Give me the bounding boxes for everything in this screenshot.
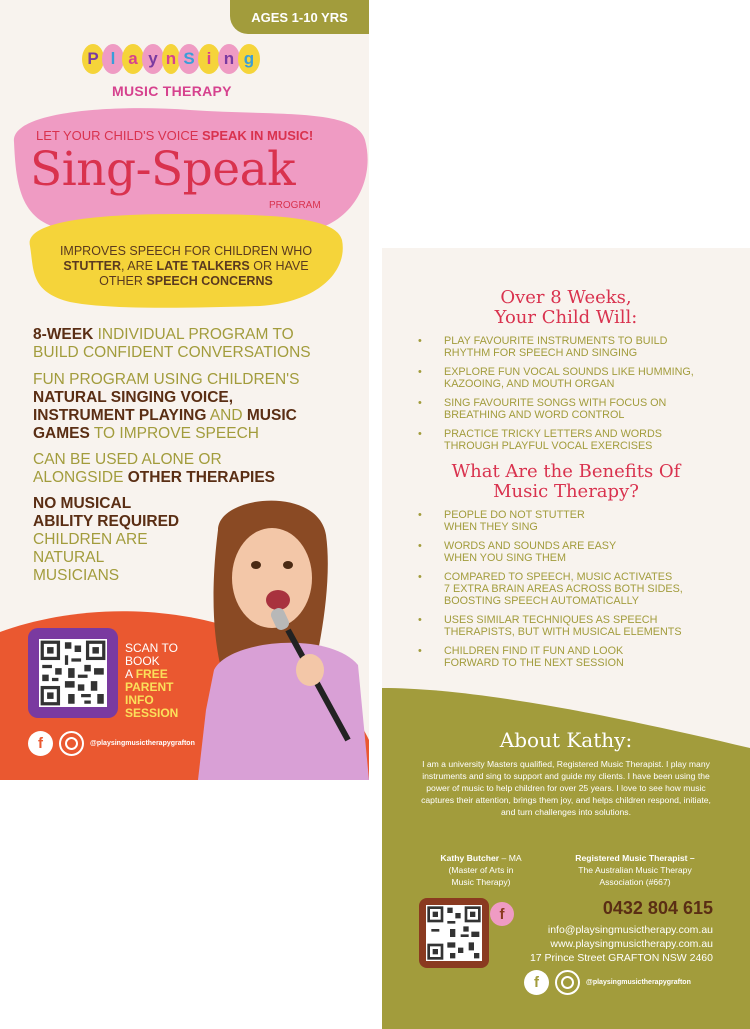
instagram-icon[interactable] xyxy=(555,970,580,995)
scan-text: A xyxy=(125,667,136,681)
scan-highlight: SESSION xyxy=(125,706,179,720)
list-item: • EXPLORE FUN VOCAL SOUNDS LIKE HUMMING, KAZOOING, AND MOUTH ORGAN xyxy=(418,366,694,390)
logo-subtitle: MUSIC THERAPY xyxy=(112,83,232,99)
heading-line: What Are the Benefits Of xyxy=(451,461,681,482)
logo-letter: n xyxy=(218,44,240,74)
feature-8-week xyxy=(33,326,333,362)
feature-text: MUSICIANS xyxy=(33,567,120,584)
about-heading: About Kathy: xyxy=(499,728,633,752)
feature-fun-program xyxy=(33,371,333,443)
feature-text: AND xyxy=(206,407,247,424)
list-item: • USES SIMILAR TECHNIQUES AS SPEECH THERAPISTS, BUT WITH MUSICAL ELEMENTS xyxy=(418,614,683,638)
credential-name: Kathy Butcher xyxy=(440,853,500,863)
logo-letter: i xyxy=(198,44,220,74)
credential-kathy xyxy=(426,852,536,888)
credential-registered xyxy=(552,852,718,888)
credential-text: (Master of Arts in xyxy=(448,865,514,875)
logo-letter: P xyxy=(82,44,104,74)
scan-text: SCAN TO xyxy=(125,641,178,655)
feature-bold: 8-WEEK xyxy=(33,326,94,343)
feature-bold: OTHER THERAPIES xyxy=(127,469,276,486)
feature-bold: NATURAL SINGING VOICE, xyxy=(33,389,234,406)
child-will-list xyxy=(418,335,694,459)
facebook-icon[interactable]: f xyxy=(524,970,549,995)
heading-line: Your Child Will: xyxy=(494,307,638,328)
feature-text: INDIVIDUAL PROGRAM TO BUILD CONFIDENT CONVERSATIONS xyxy=(33,326,311,361)
feature-text: NATURAL xyxy=(33,549,105,566)
feature-bold: ABILITY REQUIRED xyxy=(33,513,180,530)
social-handle[interactable]: @playsingmusictherapygrafton xyxy=(90,740,195,747)
back-social-row xyxy=(524,970,691,995)
list-item: • PRACTICE TRICKY LETTERS AND WORDS THROUGH PLAYFUL VOCAL EXERCISES xyxy=(418,428,694,452)
facebook-icon[interactable]: f xyxy=(490,902,514,926)
logo-letter: n xyxy=(162,44,180,74)
program-title: Sing-Speak xyxy=(30,142,296,197)
heading-over-8-weeks xyxy=(382,288,750,328)
heading-line: Music Therapy? xyxy=(493,481,639,502)
qr-code[interactable] xyxy=(39,639,107,707)
tagline-text: LET YOUR CHILD'S VOICE xyxy=(36,128,202,143)
playnsing-logo xyxy=(82,44,258,74)
email-link[interactable]: info@playsingmusictherapy.com.au xyxy=(547,924,713,936)
facebook-icon[interactable]: f xyxy=(28,731,53,756)
scan-highlight: PARENT xyxy=(125,680,174,694)
improves-text: IMPROVES SPEECH FOR CHILDREN WHO xyxy=(59,244,313,258)
improves-bold: STUTTER xyxy=(63,259,122,273)
improves-text: OTHER xyxy=(99,274,147,288)
scan-text: BOOK xyxy=(125,654,160,668)
instagram-icon[interactable] xyxy=(59,731,84,756)
scan-highlight: FREE xyxy=(135,667,168,681)
scan-to-book-text xyxy=(125,642,178,720)
front-panel xyxy=(0,0,369,780)
credential-text: The Australian Music Therapy xyxy=(578,865,692,875)
program-label: PROGRAM xyxy=(269,200,321,211)
qr-code-box[interactable] xyxy=(28,628,118,718)
credential-text: Association (#667) xyxy=(599,877,671,887)
list-item: • PLAY FAVOURITE INSTRUMENTS TO BUILD RHYTHM FOR SPEECH AND SINGING xyxy=(418,335,694,359)
tagline xyxy=(36,128,313,143)
tagline-bold: SPEAK IN MUSIC! xyxy=(202,128,314,143)
address-text: 17 Prince Street GRAFTON NSW 2460 xyxy=(529,952,713,964)
back-panel xyxy=(382,248,750,1029)
website-link[interactable]: www.playsingmusictherapy.com.au xyxy=(550,938,713,950)
logo-letter: y xyxy=(142,44,164,74)
social-handle[interactable]: @playsingmusictherapygrafton xyxy=(586,979,691,986)
credential-text: – MA xyxy=(499,853,522,863)
improves-bold: LATE TALKERS xyxy=(156,259,250,273)
improves-speech-text xyxy=(36,244,336,289)
heading-line: Over 8 Weeks, xyxy=(500,287,632,308)
feature-text: FUN PROGRAM USING CHILDREN'S xyxy=(33,371,300,388)
credential-text: Music Therapy) xyxy=(451,877,511,887)
feature-bold: NO MUSICAL xyxy=(33,495,132,512)
child-singing-photo xyxy=(198,490,369,780)
feature-text: TO IMPROVE SPEECH xyxy=(89,425,259,442)
logo-letter: S xyxy=(178,44,200,74)
phone-number[interactable]: 0432 804 615 xyxy=(602,898,713,918)
list-item: • SING FAVOURITE SONGS WITH FOCUS ON BREATHING AND WORD CONTROL xyxy=(418,397,694,421)
front-social-row xyxy=(28,731,195,756)
improves-text: OR HAVE xyxy=(249,259,309,273)
list-item: • WORDS AND SOUNDS ARE EASY WHEN YOU SING THEM xyxy=(418,540,683,564)
feature-text: CAN BE USED ALONE OR xyxy=(33,451,222,468)
logo-letter: a xyxy=(122,44,144,74)
scan-highlight: INFO xyxy=(125,693,154,707)
feature-text: ALONGSIDE xyxy=(33,469,128,486)
list-item: • CHILDREN FIND IT FUN AND LOOK FORWARD TO THE NEXT SESSION xyxy=(418,645,683,669)
logo-letter: l xyxy=(102,44,124,74)
heading-benefits xyxy=(382,462,750,502)
credential-name: Registered Music Therapist – xyxy=(575,853,695,863)
about-text: I am a university Masters qualified, Registered Music Therapist. I play many instruments and sing to support and guide my clients. I have been using the power of music to help children for over 25 years. I love to see how music captures their attention, brings them joy, and helps children respond, initiate, and turn challenges into solutions. xyxy=(421,759,711,817)
improves-bold: SPEECH CONCERNS xyxy=(146,274,273,288)
qr-code[interactable] xyxy=(426,905,482,961)
benefits-list xyxy=(418,509,683,676)
feature-text: CHILDREN ARE xyxy=(33,531,148,548)
improves-text: , ARE xyxy=(121,259,157,273)
logo-letter: g xyxy=(238,44,260,74)
back-qr-box[interactable] xyxy=(419,898,489,968)
list-item: • PEOPLE DO NOT STUTTER WHEN THEY SING xyxy=(418,509,683,533)
list-item: • COMPARED TO SPEECH, MUSIC ACTIVATES 7 EXTRA BRAIN AREAS ACROSS BOTH SIDES, BOOSTING SPEECH AUTOMATICALLY xyxy=(418,571,683,607)
feature-bold: INSTRUMENT PLAYING xyxy=(33,407,207,424)
age-range-badge: AGES 1-10 YRS xyxy=(230,0,369,34)
feature-bold: GAMES xyxy=(33,425,90,442)
feature-bold: MUSIC xyxy=(246,407,297,424)
feature-other-therapies xyxy=(33,451,333,487)
